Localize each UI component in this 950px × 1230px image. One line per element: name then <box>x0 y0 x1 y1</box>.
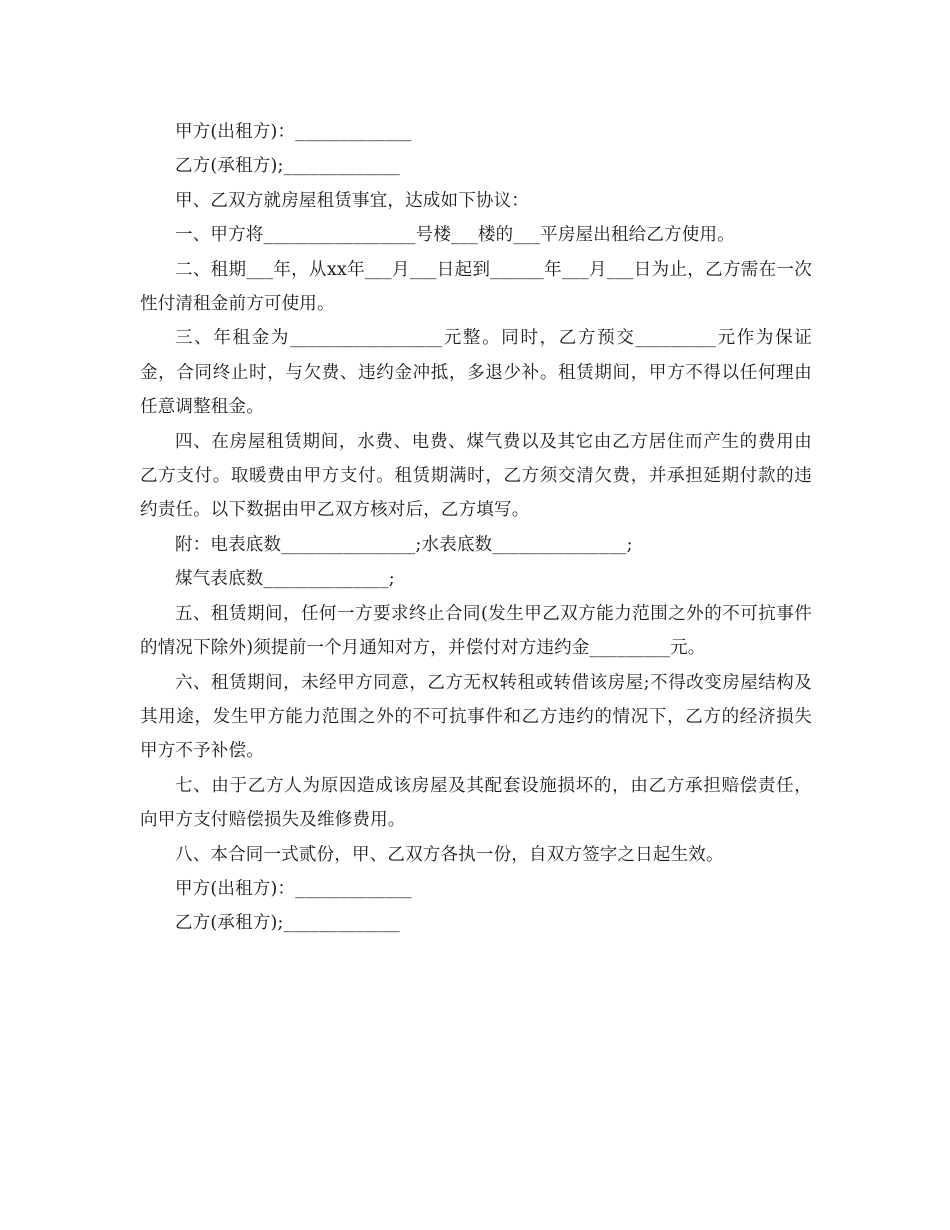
clause-2: 二、租期___年，从xx年___月___日起到______年___月___日为止，乙方需在一次性付清租金前方可使用。 <box>140 259 812 315</box>
clause-4: 四、在房屋租赁期间，水费、电费、煤气费以及其它由乙方居住而产生的费用由乙方支付。取暖费由甲方支付。租赁期满时，乙方须交清欠费，并承担延期付款的违约责任。以下数据由甲乙双方核对后，乙方填写。 <box>140 431 812 521</box>
clause-3: 三、年租金为_________________元整。同时，乙方预交_________元作为保证金，合同终止时，与欠费、违约金冲抵，多退少补。租赁期间，甲方不得以任何理由任意调整租金。 <box>140 328 812 418</box>
contract-body <box>140 115 812 941</box>
meter-readings-line: 附：电表底数_______________;水表底数_______________; <box>175 534 633 555</box>
party-a-line: 甲方(出租方)：_____________ <box>175 122 412 142</box>
party-b-signature-line: 乙方(承租方);_____________ <box>175 913 401 934</box>
party-a-signature-line: 甲方(出租方)：_____________ <box>175 878 412 899</box>
clause-7: 七、由于乙方人为原因造成该房屋及其配套设施损坏的，由乙方承担赔偿责任，向甲方支付赔偿损失及维修费用。 <box>140 775 812 831</box>
clause-6: 六、租赁期间，未经甲方同意，乙方无权转租或转借该房屋;不得改变房屋结构及其用途，发生甲方能力范围之外的不可抗事件和乙方违约的情况下，乙方的经济损失甲方不予补偿。 <box>140 672 812 762</box>
clause-5: 五、租赁期间，任何一方要求终止合同(发生甲乙双方能力范围之外的不可抗事件的情况下除外)须提前一个月通知对方，并偿付对方违约金_________元。 <box>140 603 812 659</box>
gas-meter-line: 煤气表底数______________; <box>175 569 395 590</box>
clause-8: 八、本合同一式贰份，甲、乙双方各执一份，自双方签字之日起生效。 <box>175 844 724 865</box>
agreement-intro: 甲、乙双方就房屋租赁事宜，达成如下协议： <box>175 190 529 211</box>
party-b-line: 乙方(承租方);_____________ <box>175 156 401 177</box>
clause-1: 一、甲方将_________________号楼___楼的___平房屋出租给乙方使用。 <box>175 225 735 246</box>
